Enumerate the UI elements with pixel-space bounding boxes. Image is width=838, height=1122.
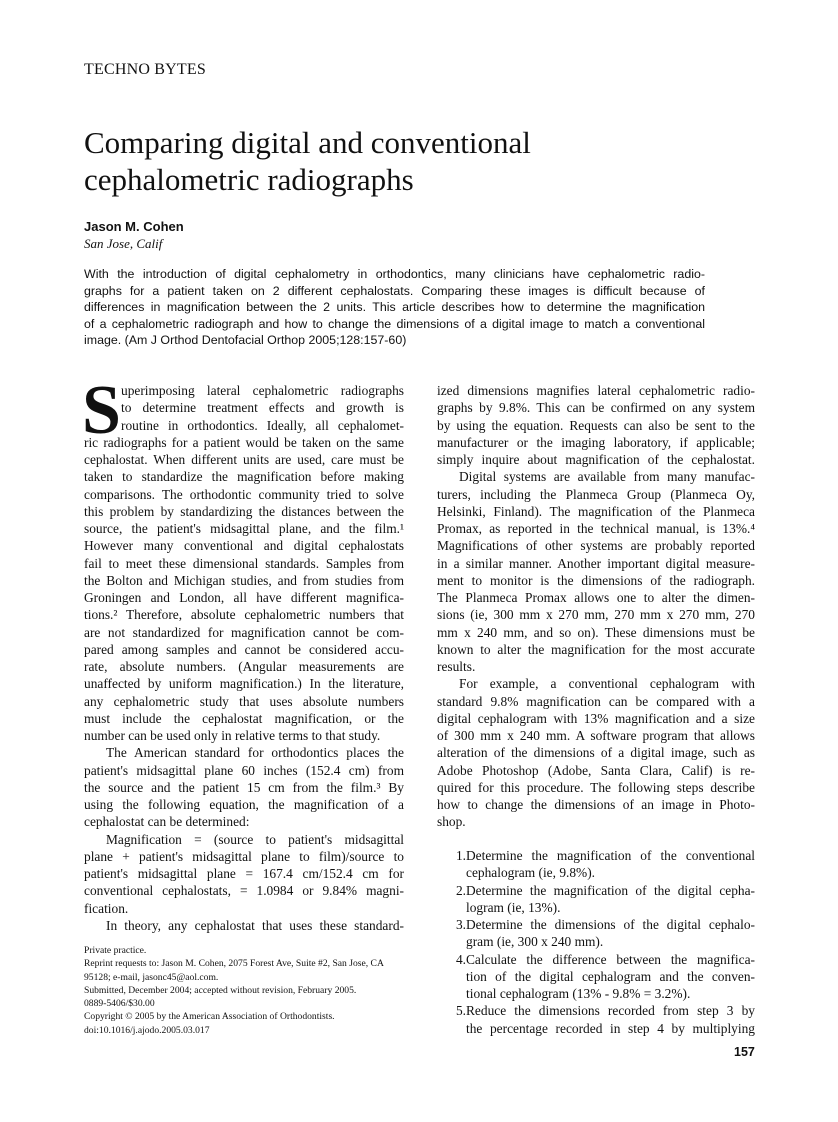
text-line: ized dimensions magnifies lateral cephalometric radio- (437, 383, 755, 398)
text-line: of 300 mm x 240 mm. A software program that allows (437, 728, 755, 743)
text-line: to determine treatment effects and growth is (121, 400, 404, 416)
text-line: gram (ie, 300 x 240 mm). (466, 934, 604, 950)
text-line: routine in orthodontics. Ideally, all cephalomet- (121, 417, 404, 433)
text-line: The American standard for orthodontics places the (106, 745, 404, 761)
author-affiliation: San Jose, Calif (84, 236, 163, 251)
text-line: plane + patient's midsagittal plane to film)/source to (84, 848, 404, 864)
page-number: 157 (734, 1045, 755, 1059)
title-line: cephalometric radiographs (84, 162, 414, 197)
text-line: must include the cephalostat magnification, or the (84, 710, 404, 726)
text-line: Determine the magnification of the conventional (466, 848, 755, 863)
text-line: standard 9.8% magnification can be compared with a (437, 693, 755, 709)
text-line: logram (ie, 13%). (466, 899, 561, 915)
text-line: shop. (437, 814, 466, 830)
text-line: Digital systems are available from many manufac- (459, 469, 755, 485)
text-line: in a similar manner. Another important digital measure- (437, 555, 755, 571)
text-line: the source and the patient 15 cm from the film.³ By (84, 779, 404, 795)
text-line: ric radiographs for a patient would be taken on the same (84, 434, 404, 450)
text-line: Promax, as reported in the technical manual, is 13%.⁴ (437, 521, 755, 536)
abstract (84, 266, 705, 349)
text-line: known to alter the magnification for the most accurate (437, 641, 755, 657)
text-line: rate, absolute numbers. (Angular measurements are (84, 659, 404, 674)
drop-cap: S (82, 372, 121, 449)
list-item-text (466, 916, 755, 951)
text-line: In theory, any cephalostat that uses these standard- (106, 917, 404, 933)
text-line: digital cephalogram with 13% magnification and a size (437, 710, 755, 726)
text-line: For example, a conventional cephalogram with (459, 676, 755, 692)
abstract-line: With the introduction of digital cephalometry in orthodontics, many clinicians have cephalometric radio- (84, 267, 705, 281)
text-line: results. (437, 659, 476, 674)
text-line: Determine the dimensions of the digital cephalo- (466, 917, 755, 932)
list-item-text (466, 882, 755, 917)
text-line: by using the equation. Requests can also be sent to the (437, 417, 755, 433)
text-line: turers, including the Planmeca Group (Planmeca Oy, (437, 486, 755, 502)
list-item (437, 916, 755, 951)
text-line: tions.² Therefore, absolute cephalometric numbers that (84, 607, 404, 623)
abstract-line: of a cephalometric radiograph and how to change the dimensions of a digital image to match a conventional (84, 316, 705, 331)
text-line: cephalogram (ie, 9.8%). (466, 865, 596, 881)
text-line: conventional cephalostats, = 1.0984 or 9.84% magni- (84, 883, 404, 899)
text-line: taken to standardize the magnification before making (84, 469, 404, 485)
list-item-text (466, 1002, 755, 1037)
text-line: the percentage recorded in step 4 by multiplying (466, 1020, 755, 1036)
list-item (437, 882, 755, 917)
footnote-line: Reprint requests to: Jason M. Cohen, 2075 Forest Ave, Suite #2, San Jose, CA (84, 958, 384, 970)
text-line: patient's midsagittal plane = 167.4 cm/152.4 cm for (84, 866, 404, 881)
text-line: comparisons. The orthodontic community tried to solve (84, 486, 404, 502)
list-item (437, 847, 755, 882)
text-line: any cephalometric study that uses absolute numbers (84, 693, 404, 709)
footnote-line: Submitted, December 2004; accepted without revision, February 2005. (84, 984, 357, 996)
list-item-number: 3. (455, 917, 466, 932)
text-line: source, the patient's midsagittal plane, and the film.¹ (84, 521, 404, 536)
list-item-number: 2. (455, 882, 466, 898)
text-line: simply inquire about magnification of the cephalostat. (437, 452, 755, 467)
right-column (437, 382, 755, 831)
section-label: TECHNO BYTES (84, 61, 206, 78)
author-name: Jason M. Cohen (84, 219, 184, 234)
text-line: Reduce the dimensions recorded from step 3 by (466, 1003, 755, 1019)
footnote-line: 95128; e-mail, jasonc45@aol.com. (84, 971, 219, 983)
text-line: unaffected by uniform magnification.) In the literature, (84, 676, 404, 692)
list-item-text (466, 847, 755, 882)
text-line: Calculate the difference between the magnifica- (466, 951, 755, 967)
text-line: Magnification = (source to patient's midsagittal (106, 831, 404, 847)
text-line: mm x 240 mm, and so on). These dimensions must be (437, 624, 755, 640)
text-line: pared among samples and cannot be considered accu- (84, 641, 404, 657)
text-line: Helsinki, Finland). The magnification of the Planmeca (437, 503, 755, 519)
text-line: Groningen and London, all have different magnifica- (84, 590, 404, 605)
steps-list (437, 847, 755, 1037)
text-line: alteration of the dimensions of a digital image, such as (437, 745, 755, 761)
text-line: this problem by standardizing the distances between the (84, 503, 404, 519)
text-line: However many conventional and digital cephalostats (84, 538, 404, 554)
text-line: cephalostat. When different units are used, care must be (84, 452, 404, 467)
title-line: Comparing digital and conventional (84, 125, 531, 160)
abstract-line: image. (Am J Orthod Dentofacial Orthop 2005;128:157-60) (84, 333, 407, 348)
text-line: using the following equation, the magnification of a (84, 797, 404, 812)
text-line: sions (ie, 300 mm x 270 mm, 270 mm x 270 mm, 270 (437, 607, 755, 623)
text-line: quired for this procedure. The following steps describe (437, 779, 755, 795)
text-line: number can be used only in relative terms to that study. (84, 728, 381, 743)
text-line: tional cephalogram (13% - 9.8% = 3.2%). (466, 986, 691, 1001)
text-line: uperimposing lateral cephalometric radiographs (121, 383, 404, 398)
text-line: cephalostat can be determined: (84, 814, 250, 830)
text-line: Determine the magnification of the digital cepha- (466, 882, 755, 898)
text-line: how to change the dimensions of an image in Photo- (437, 797, 755, 812)
text-line: fail to meet these dimensional standards. Samples from (84, 555, 404, 571)
abstract-line: graphs for a patient taken on 2 different cephalostats. Comparing these images is difficult because of (84, 283, 705, 298)
text-line: are not standardized for magnification cannot be com- (84, 624, 404, 640)
footnote-line: Copyright © 2005 by the American Association of Orthodontists. (84, 1011, 335, 1023)
left-column (82, 372, 404, 934)
text-line: ment to monitor is the dimensions of the radiograph. (437, 572, 755, 588)
abstract-line: differences in magnification between the 2 units. This article describes how to determine the magnification (84, 300, 705, 315)
footnote-line: doi:10.1016/j.ajodo.2005.03.017 (84, 1024, 210, 1036)
footnote-line: Private practice. (84, 945, 147, 956)
text-line: The Planmeca Promax allows one to alter the dimen- (437, 590, 755, 605)
text-line: tion of the digital cephalogram and the conven- (466, 968, 755, 984)
text-line: the Bolton and Michigan studies, and from studies from (84, 572, 404, 588)
list-item-number: 1. (455, 848, 466, 863)
text-line: manufacturer or the imaging laboratory, if applicable; (437, 434, 755, 450)
text-line: Magnifications of other systems are probably reported (437, 538, 755, 554)
footnote-line: 0889-5406/$30.00 (84, 998, 155, 1010)
list-item-number: 4. (455, 951, 466, 967)
text-line: Adobe Photoshop (Adobe, Santa Clara, Calif) is re- (437, 762, 755, 778)
list-item (437, 1002, 755, 1037)
text-line: graphs by 9.8%. This can be confirmed on any system (437, 400, 755, 416)
text-line: fication. (84, 900, 129, 916)
article-title (84, 124, 704, 198)
footnotes (84, 944, 414, 1037)
list-item-text (466, 951, 755, 1003)
text-line: patient's midsagittal plane 60 inches (152.4 cm) from (84, 762, 404, 778)
list-item (437, 951, 755, 1003)
list-item-number: 5. (455, 1003, 466, 1019)
